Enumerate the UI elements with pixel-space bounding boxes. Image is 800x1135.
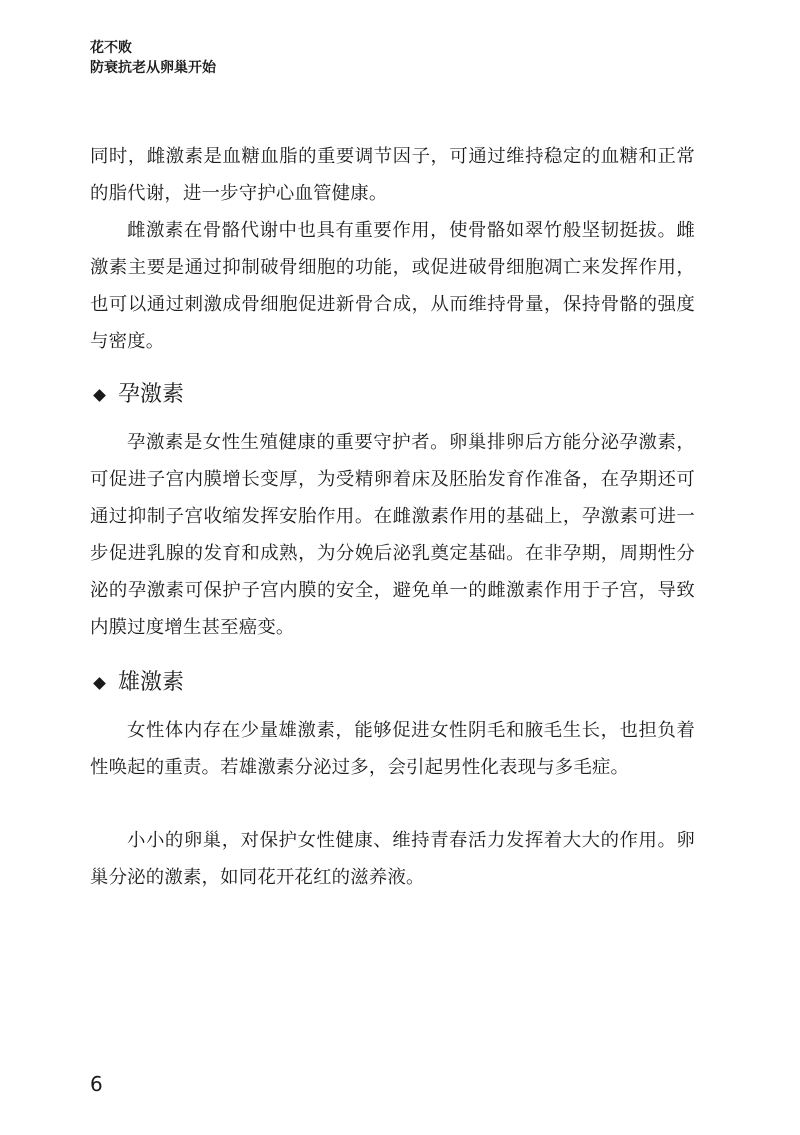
book-subtitle: 防衰抗老从卵巢开始 — [90, 60, 216, 76]
section-heading-progesterone — [92, 380, 184, 410]
book-title: 花不败 — [90, 40, 132, 56]
section-heading-label: 雄激素 — [118, 670, 185, 695]
paragraph-progesterone: 孕激素是女性生殖健康的重要守护者。卵巢排卵后方能分泌孕激素，可促进子宫内膜增长变厚，为受精卵着床及胚胎发育作准备，在孕期还可通过抑制子宫收缩发挥安胎作用。在雌激素作用的基础上，孕激素可进一步促进乳腺的发育和成熟，为分娩后泌乳奠定基础。在非孕期，周期性分泌的孕激素可保护子宫内膜的安全，避免单一的雌激素作用于子宫，导致内膜过度增生甚至癌变。 — [90, 432, 695, 638]
section-heading-androgen — [92, 668, 184, 698]
paragraph-closing: 小小的卵巢，对保护女性健康、维持青春活力发挥着大大的作用。卵巢分泌的激素，如同花开花红的滋养液。 — [90, 830, 695, 888]
paragraph-blood-sugar: 同时，雌激素是血糖血脂的重要调节因子，可通过维持稳定的血糖和正常的脂代谢，进一步守护心血管健康。 — [90, 146, 695, 204]
diamond-bullet-icon — [93, 677, 106, 690]
diamond-bullet-icon — [93, 389, 106, 402]
paragraph-androgen: 女性体内存在少量雄激素，能够促进女性阴毛和腋毛生长，也担负着性唤起的重责。若雄激素分泌过多，会引起男性化表现与多毛症。 — [90, 720, 695, 778]
paragraph-bone-metabolism: 雌激素在骨骼代谢中也具有重要作用，使骨骼如翠竹般坚韧挺拔。雌激素主要是通过抑制破骨细胞的功能，或促进破骨细胞凋亡来发挥作用，也可以通过刺激成骨细胞促进新骨合成，从而维持骨量，保持骨骼的强度与密度。 — [90, 220, 695, 352]
running-header — [90, 38, 216, 78]
section-heading-label: 孕激素 — [118, 382, 185, 407]
page-number: 6 — [90, 1072, 103, 1096]
